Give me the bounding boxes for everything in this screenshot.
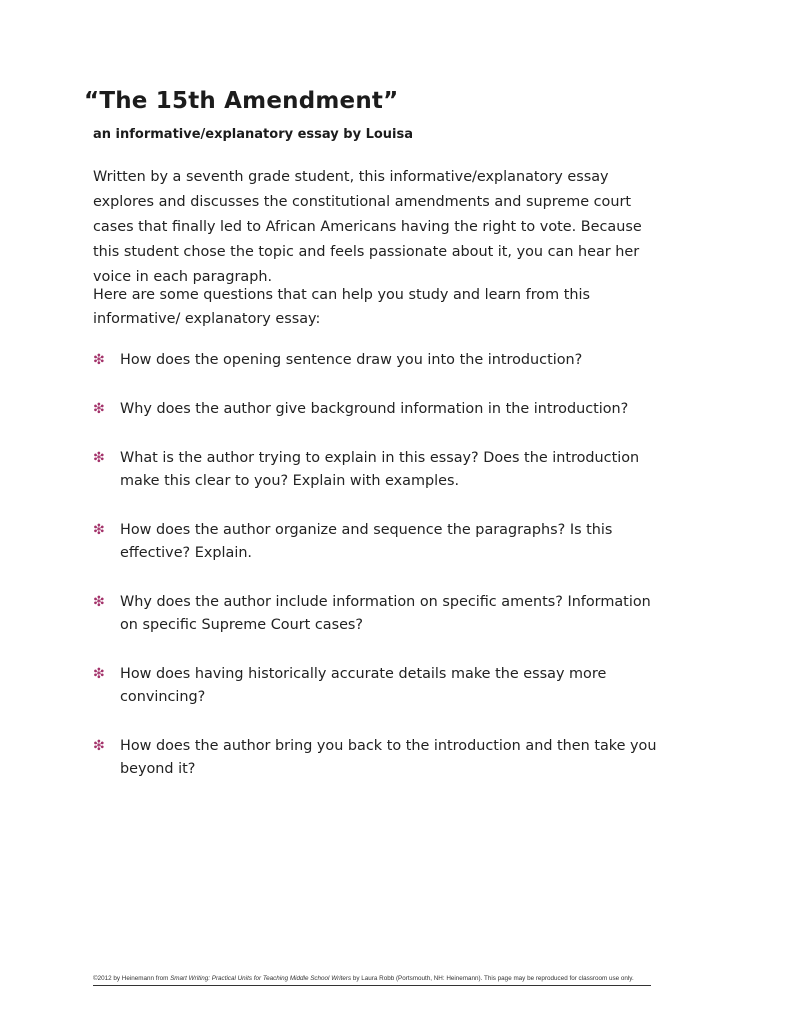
question-text: How does having historically accurate details make the essay more convincing?	[120, 666, 607, 705]
page-subtitle: an informative/explanatory essay by Louisa	[93, 127, 414, 142]
asterisk-flower-icon: ❇	[93, 352, 105, 368]
footer-text-before: ©2012 by Heinemann from	[93, 975, 171, 982]
footer-book-title: Smart Writing: Practical Units for Teaching Middle School Writers	[170, 975, 352, 982]
asterisk-flower-icon: ❇	[93, 522, 105, 538]
footer-text-after: by Laura Robb (Portsmouth, NH: Heinemann). This page may be reproduced for classroom use only.	[351, 975, 634, 982]
questions-prompt: Here are some questions that can help you study and learn from this informative/ explanatory essay:	[93, 287, 590, 327]
question-text: How does the author organize and sequence the paragraphs? Is this effective? Explain.	[120, 522, 613, 561]
question-text: Why does the author give background information in the introduction?	[120, 401, 629, 417]
asterisk-flower-icon: ❇	[93, 666, 105, 682]
page-title: “The 15th Amendment”	[84, 88, 399, 114]
list-item	[93, 349, 663, 372]
question-text: Why does the author include information on specific aments? Information on specific Supreme Court cases?	[120, 594, 651, 633]
asterisk-flower-icon: ❇	[93, 450, 105, 466]
question-text: How does the opening sentence draw you into the introduction?	[120, 352, 583, 368]
list-item	[93, 447, 663, 493]
question-text: How does the author bring you back to the introduction and then take you beyond it?	[120, 738, 657, 777]
question-list	[93, 349, 663, 807]
list-item	[93, 398, 663, 421]
list-item	[93, 591, 663, 637]
asterisk-flower-icon: ❇	[93, 594, 105, 610]
copyright-footer	[93, 975, 651, 986]
list-item	[93, 735, 663, 781]
intro-paragraph: Written by a seventh grade student, this informative/explanatory essay explores and discusses the constitutional amendments and supreme court cases that finally led to African Americans having the right to vote. Because this student chose the topic and feels passionate about it, you can hear her voice in each paragraph.	[93, 169, 642, 285]
list-item	[93, 519, 663, 565]
asterisk-flower-icon: ❇	[93, 738, 105, 754]
question-text: What is the author trying to explain in this essay? Does the introduction make this clear to you? Explain with examples.	[120, 450, 640, 489]
list-item	[93, 663, 663, 709]
asterisk-flower-icon: ❇	[93, 401, 105, 417]
